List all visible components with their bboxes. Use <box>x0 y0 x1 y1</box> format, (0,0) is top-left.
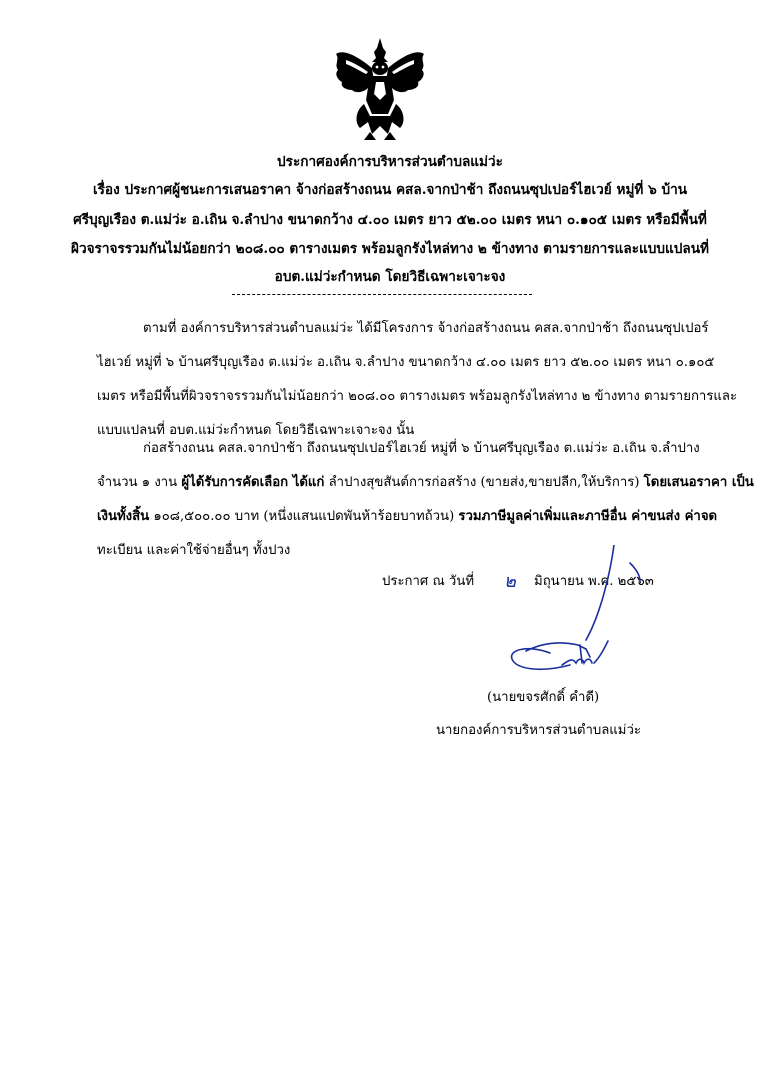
text-line: ตามที่ องค์การบริหารส่วนตำบลแม่ว่ะ ได้มีโครงการ จ้างก่อสร้างถนน คสล.จากป่าช้า ถึงถนนซุปเปอร์ <box>143 321 709 336</box>
announce-date-suffix: มิถุนายน พ.ศ. ๒๕๖๓ <box>534 574 654 589</box>
signatory-position: นายกองค์การบริหารส่วนตำบลแม่ว่ะ <box>436 723 641 738</box>
text-line: ทะเบียน และค่าใช้จ่ายอื่นๆ ทั้งปวง <box>97 543 291 558</box>
announce-date-prefix: ประกาศ ณ วันที่ <box>382 574 475 589</box>
subject-line-3: ผิวจราจรรวมกันไม่น้อยกว่า ๒๐๘.๐๐ ตารางเมตร พร้อมลูกรังไหล่ทาง ๒ ข้างทาง ตามรายการและแบบแปลนที่ <box>70 241 709 257</box>
paragraph-project <box>97 312 738 448</box>
text-line <box>97 466 754 500</box>
bold-text: ผู้ได้รับการคัดเลือก ได้แก่ <box>181 475 325 490</box>
separator-line <box>232 294 532 295</box>
signatory-name: (นายขจรศักดิ์ คำดี) <box>487 690 600 705</box>
bold-text: โดยเสนอราคา เป็น <box>643 475 754 490</box>
text-line: แบบแปลนที่ อบต.แม่ว่ะกำหนด โดยวิธีเฉพาะเจาะจง นั้น <box>97 423 415 438</box>
bold-text: เงินทั้งสิ้น <box>97 509 150 524</box>
price-text: ๑๐๘,๕๐๐.๐๐ บาท (หนึ่งแสนแปดพันห้าร้อยบาทถ้วน) <box>149 509 459 524</box>
subject-line-2: ศรีบุญเรือง ต.แม่ว่ะ อ.เถิน จ.ลำปาง ขนาดกว้าง ๔.๐๐ เมตร ยาว ๕๒.๐๐ เมตร หนา ๐.๑๐๕ เมตร หรือมีพื้นที่ <box>73 212 707 228</box>
bold-text: รวมภาษีมูลค่าเพิ่มและภาษีอื่น ค่าขนส่ง ค่าจด <box>458 509 718 524</box>
text-line: เมตร หรือมีพื้นที่ผิวจราจรรวมกันไม่น้อยกว่า ๒๐๘.๐๐ ตารางเมตร พร้อมลูกรังไหล่ทาง ๒ ข้างทาง ตามรายการและ <box>97 389 738 404</box>
announcement-title: ประกาศองค์การบริหารส่วนตำบลแม่ว่ะ <box>277 154 503 170</box>
text-line: ไฮเวย์ หมู่ที่ ๖ บ้านศรีบุญเรือง ต.แม่ว่ะ อ.เถิน จ.ลำปาง ขนาดกว้าง ๔.๐๐ เมตร ยาว ๕๒.๐๐ เมตร หนา ๐.๑๐๕ <box>97 355 715 370</box>
garuda-emblem <box>330 38 430 140</box>
announce-day-handwritten: ๒ <box>504 571 516 592</box>
text-line <box>97 500 718 534</box>
subject-line-1: เรื่อง ประกาศผู้ชนะการเสนอราคา จ้างก่อสร้างถนน คสล.จากป่าช้า ถึงถนนซุปเปอร์ไฮเวย์ หมู่ที่ ๖ บ้าน <box>92 182 688 198</box>
text-line: ก่อสร้างถนน คสล.จากป่าช้า ถึงถนนซุปเปอร์ไฮเวย์ หมู่ที่ ๖ บ้านศรีบุญเรือง ต.แม่ว่ะ อ.เถิน จ.ลำปาง <box>143 441 700 456</box>
subject-line-4: อบต.แม่ว่ะกำหนด โดยวิธีเฉพาะเจาะจง <box>274 269 506 285</box>
winner-name: ลำปางสุขสันต์การก่อสร้าง (ขายส่ง,ขายปลีก,ให้บริการ) <box>324 475 644 490</box>
text-span: จำนวน ๑ งาน <box>97 475 182 490</box>
signature-scribble <box>490 545 690 685</box>
